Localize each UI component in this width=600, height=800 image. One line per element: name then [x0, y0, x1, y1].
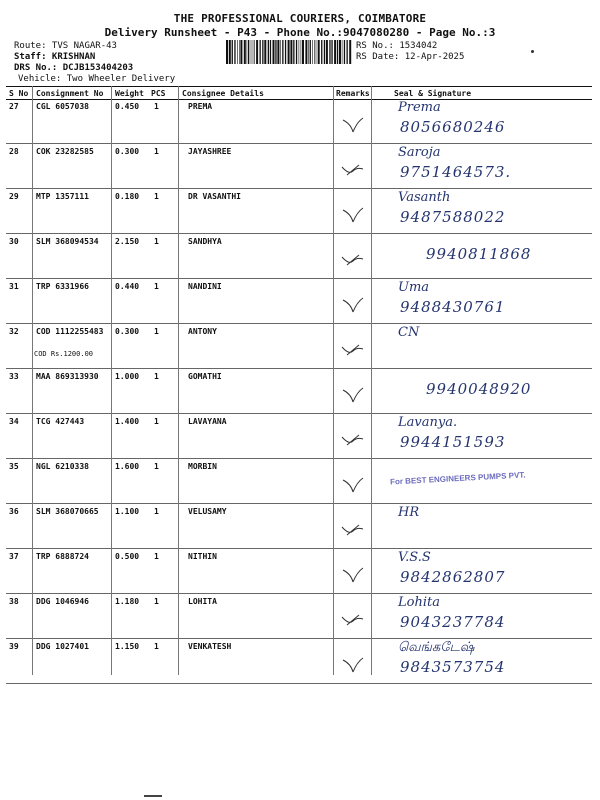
- barcode-bar: [226, 40, 228, 64]
- table-row: [6, 278, 592, 324]
- signature-phone: 9940048920: [426, 380, 532, 398]
- barcode-bar: [344, 40, 345, 64]
- barcode-bar: [285, 40, 286, 64]
- column-divider: [371, 86, 372, 675]
- row-weight: 0.450: [115, 102, 140, 111]
- column-divider: [32, 86, 33, 675]
- barcode-bar: [302, 40, 304, 64]
- signature-phone: 9940811868: [426, 245, 532, 263]
- row-weight: 1.180: [115, 597, 140, 606]
- signature-phone: 9488430761: [400, 298, 506, 316]
- row-weight: 1.400: [115, 417, 140, 426]
- row-sno: 30: [9, 237, 19, 246]
- column-divider: [111, 86, 112, 675]
- tick-mark-icon: [339, 296, 365, 314]
- row-consignment-no: MAA 869313930: [36, 372, 99, 381]
- row-sno: 37: [9, 552, 19, 561]
- rs-number: RS No.: 1534042: [356, 41, 438, 51]
- barcode-bar: [270, 40, 271, 64]
- row-sno: 34: [9, 417, 19, 426]
- row-consignee: PREMA: [188, 102, 213, 111]
- signature-name: Saroja: [398, 145, 441, 160]
- row-consignment-no: TRP 6888724: [36, 552, 89, 561]
- row-consignee: ANTONY: [188, 327, 217, 336]
- document-subtitle: Delivery Runsheet - P43 - Phone No.:9047080280 - Page No.:3: [104, 26, 496, 39]
- row-pcs: 1: [154, 507, 159, 516]
- drs-number: DRS No.: DCJB153404203: [14, 63, 134, 73]
- tick-mark-icon: [339, 611, 365, 629]
- table-row: [6, 188, 592, 234]
- row-consignment-no: CGL 6057038: [36, 102, 89, 111]
- row-consignee: DR VASANTHI: [188, 192, 241, 201]
- table-row: [6, 638, 592, 684]
- row-weight: 2.150: [115, 237, 140, 246]
- barcode-bar: [251, 40, 252, 64]
- barcode-bar: [326, 40, 328, 64]
- row-consignee: LOHITA: [188, 597, 217, 606]
- row-consignee: JAYASHREE: [188, 147, 232, 156]
- barcode-bar: [234, 40, 235, 64]
- barcode-bar: [254, 40, 255, 64]
- tick-mark-icon: [339, 386, 365, 404]
- barcode-bar: [331, 40, 332, 64]
- signature-phone: 9944151593: [400, 433, 506, 451]
- barcode-bar: [237, 40, 238, 64]
- row-pcs: 1: [154, 102, 159, 111]
- column-divider: [333, 86, 334, 675]
- row-weight: 1.150: [115, 642, 140, 651]
- barcode-bar: [232, 40, 233, 64]
- row-pcs: 1: [154, 417, 159, 426]
- row-pcs: 1: [154, 147, 159, 156]
- tick-mark-icon: [339, 656, 365, 674]
- vehicle-info: Vehicle: Two Wheeler Delivery: [18, 74, 176, 84]
- row-pcs: 1: [154, 282, 159, 291]
- row-weight: 0.300: [115, 327, 140, 336]
- row-consignment-no: SLM 368094534: [36, 237, 99, 246]
- signature-name: Uma: [398, 280, 430, 295]
- row-consignment-no: TCG 427443: [36, 417, 85, 426]
- barcode-bar: [256, 40, 258, 64]
- barcode-bar: [290, 40, 292, 64]
- header-weight: Weight: [115, 89, 144, 98]
- row-weight: 0.180: [115, 192, 140, 201]
- barcode-bar: [301, 40, 302, 64]
- barcode-bar: [299, 40, 300, 64]
- tick-mark-icon: [339, 251, 365, 269]
- header-consignee: Consignee Details: [182, 89, 264, 98]
- header-seal: Seal & Signature: [394, 89, 472, 98]
- signature-name: Vasanth: [398, 190, 451, 205]
- barcode-bar: [310, 40, 311, 64]
- table-row: [6, 368, 592, 414]
- barcode-bar: [277, 40, 279, 64]
- table-row: [6, 503, 592, 549]
- row-weight: 0.440: [115, 282, 140, 291]
- table-row: [6, 98, 592, 144]
- table-row: [6, 143, 592, 189]
- tick-mark-icon: [339, 161, 365, 179]
- barcode-image: [226, 40, 352, 64]
- barcode-bar: [280, 40, 281, 64]
- row-pcs: 1: [154, 552, 159, 561]
- row-sno: 27: [9, 102, 19, 111]
- barcode-bar: [324, 40, 325, 64]
- row-consignee: VELUSAMY: [188, 507, 227, 516]
- row-weight: 1.600: [115, 462, 140, 471]
- footer-mark: [144, 795, 162, 797]
- table-row: [6, 413, 592, 459]
- signature-phone: 9043237784: [400, 613, 506, 631]
- barcode-bar: [240, 40, 242, 64]
- tick-mark-icon: [339, 341, 365, 359]
- barcode-bar: [342, 40, 343, 64]
- row-pcs: 1: [154, 642, 159, 651]
- barcode-bar: [260, 40, 261, 64]
- table-row: [6, 233, 592, 279]
- barcode-bar: [248, 40, 249, 64]
- row-consignment-no: DDG 1046946: [36, 597, 89, 606]
- document-title: THE PROFESSIONAL COURIERS, COIMBATORE: [173, 12, 427, 25]
- signature-name: V.S.S: [398, 550, 431, 565]
- barcode-bar: [318, 40, 320, 64]
- row-consignment-no: TRP 6331966: [36, 282, 89, 291]
- row-pcs: 1: [154, 237, 159, 246]
- row-sno: 29: [9, 192, 19, 201]
- barcode-bar: [229, 40, 231, 64]
- row-consignee: NANDINI: [188, 282, 222, 291]
- tick-mark-icon: [339, 521, 365, 539]
- row-sno: 38: [9, 597, 19, 606]
- row-pcs: 1: [154, 372, 159, 381]
- signature-phone: 8056680246: [400, 118, 506, 136]
- barcode-bar: [273, 40, 275, 64]
- signature-phone: 9751464573.: [400, 163, 512, 181]
- signature-phone: 9487588022: [400, 208, 506, 226]
- tick-mark-icon: [339, 476, 365, 494]
- header-consignment: Consignment No: [36, 89, 104, 98]
- row-consignee: GOMATHI: [188, 372, 222, 381]
- row-weight: 1.000: [115, 372, 140, 381]
- row-consignee: NITHIN: [188, 552, 217, 561]
- route-info: Route: TVS NAGAR-43: [14, 41, 117, 51]
- row-pcs: 1: [154, 327, 159, 336]
- row-consignee: SANDHYA: [188, 237, 222, 246]
- tick-mark-icon: [339, 206, 365, 224]
- staff-info: Staff: KRISHNAN: [14, 52, 96, 62]
- barcode-bar: [288, 40, 290, 64]
- header-pcs: PCS: [151, 89, 166, 98]
- row-consignment-no: SLM 368070665: [36, 507, 99, 516]
- barcode-bar: [262, 40, 263, 64]
- barcode-bar: [268, 40, 269, 64]
- company-stamp: For BEST ENGINEERS PUMPS PVT.: [389, 470, 526, 487]
- row-sno: 36: [9, 507, 19, 516]
- barcode-bar: [349, 40, 351, 64]
- signature-name: HR: [398, 505, 420, 520]
- signature-phone: 9842862807: [400, 568, 506, 586]
- table-row: [6, 548, 592, 594]
- barcode-bar: [321, 40, 322, 64]
- cod-note: COD Rs.1200.00: [34, 350, 94, 358]
- table-row: [6, 458, 592, 504]
- barcode-bar: [334, 40, 336, 64]
- ink-dot: [531, 50, 534, 53]
- row-pcs: 1: [154, 462, 159, 471]
- barcode-bar: [282, 40, 283, 64]
- table-row: [6, 593, 592, 639]
- barcode-bar: [264, 40, 266, 64]
- row-sno: 32: [9, 327, 19, 336]
- row-pcs: 1: [154, 192, 159, 201]
- row-consignee: MORBIN: [188, 462, 217, 471]
- row-sno: 28: [9, 147, 19, 156]
- row-weight: 1.100: [115, 507, 140, 516]
- barcode-bar: [244, 40, 246, 64]
- signature-name: CN: [398, 325, 420, 340]
- row-consignment-no: DDG 1027401: [36, 642, 89, 651]
- signature-name: Lavanya.: [398, 415, 458, 430]
- header-remarks: Remarks: [336, 89, 370, 98]
- barcode-bar: [329, 40, 330, 64]
- column-divider: [178, 86, 179, 675]
- rs-date: RS Date: 12-Apr-2025: [356, 52, 465, 62]
- signature-name: Prema: [398, 100, 441, 115]
- tick-mark-icon: [339, 566, 365, 584]
- header-sno: S No: [9, 89, 29, 98]
- barcode-bar: [293, 40, 294, 64]
- signature-name: வெங்கடேஷ்: [398, 640, 475, 655]
- row-sno: 31: [9, 282, 19, 291]
- barcode-bar: [308, 40, 309, 64]
- row-consignment-no: COD 1112255483: [36, 327, 104, 336]
- barcode-bar: [296, 40, 297, 64]
- barcode-bar: [339, 40, 341, 64]
- row-weight: 0.500: [115, 552, 140, 561]
- signature-phone: 9843573754: [400, 658, 506, 676]
- row-sno: 39: [9, 642, 19, 651]
- row-sno: 35: [9, 462, 19, 471]
- barcode-bar: [337, 40, 338, 64]
- barcode-bar: [247, 40, 248, 64]
- row-weight: 0.300: [115, 147, 140, 156]
- barcode-bar: [305, 40, 307, 64]
- barcode-bar: [312, 40, 313, 64]
- row-consignment-no: MTP 1357111: [36, 192, 89, 201]
- row-pcs: 1: [154, 597, 159, 606]
- row-consignment-no: NGL 6210338: [36, 462, 89, 471]
- row-consignment-no: COK 23282585: [36, 147, 94, 156]
- table-row: [6, 323, 592, 369]
- barcode-bar: [314, 40, 315, 64]
- barcode-bar: [275, 40, 276, 64]
- barcode-bar: [347, 40, 348, 64]
- row-consignee: LAVAYANA: [188, 417, 227, 426]
- barcode-bar: [253, 40, 254, 64]
- tick-mark-icon: [339, 116, 365, 134]
- signature-name: Lohita: [398, 595, 440, 610]
- tick-mark-icon: [339, 431, 365, 449]
- barcode-bar: [239, 40, 240, 64]
- row-consignee: VENKATESH: [188, 642, 232, 651]
- row-sno: 33: [9, 372, 19, 381]
- barcode-bar: [316, 40, 317, 64]
